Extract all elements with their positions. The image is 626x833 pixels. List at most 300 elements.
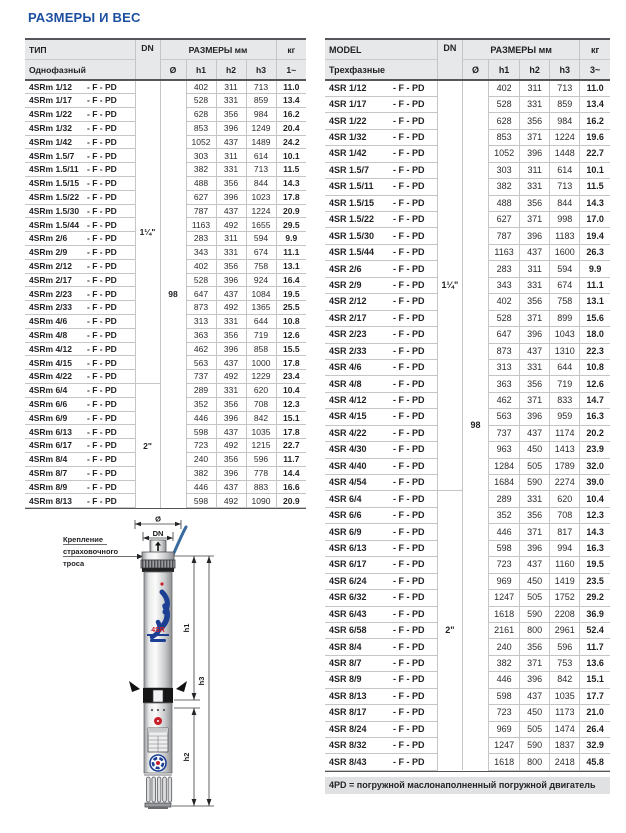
h3-cell: 644 xyxy=(550,359,580,375)
callout-line2: страховочного xyxy=(63,547,119,556)
model-mark-4sr: 4SR xyxy=(151,627,165,634)
h2-cell: 331 xyxy=(520,359,550,375)
h2-cell: 311 xyxy=(216,149,246,163)
h3-cell: 674 xyxy=(246,246,276,260)
col-sizes: РАЗМЕРЫ мм xyxy=(160,40,276,60)
weight-cell: 16.2 xyxy=(580,113,610,129)
h3-cell: 1600 xyxy=(550,244,580,260)
model-cell: 4SR 6/4 - F - PD xyxy=(325,491,437,507)
h1-cell: 313 xyxy=(489,359,520,375)
model-cell: 4SRm 8/4 - F - PD xyxy=(25,453,135,467)
h1-cell: 488 xyxy=(489,195,520,211)
model-cell: 4SR 1.5/22 - F - PD xyxy=(325,212,437,228)
h1-cell: 737 xyxy=(489,425,520,441)
h1-cell: 528 xyxy=(489,96,520,112)
weight-cell: 9.9 xyxy=(276,232,306,246)
h2-cell: 437 xyxy=(520,425,550,441)
h2-cell: 356 xyxy=(520,113,550,129)
callout-line3: троса xyxy=(63,559,85,568)
weight-cell: 24.2 xyxy=(276,135,306,149)
dim-h3-label: h3 xyxy=(197,676,206,686)
weight-cell: 11.5 xyxy=(276,163,306,177)
h3-cell: 1489 xyxy=(246,135,276,149)
weight-cell: 23.5 xyxy=(580,573,610,589)
dim-h2-label: h2 xyxy=(182,752,191,762)
weight-cell: 21.0 xyxy=(580,705,610,721)
model-cell: 4SRm 1.5/11 - F - PD xyxy=(25,163,135,177)
h3-cell: 1183 xyxy=(550,228,580,244)
model-cell: 4SR 2/9 - F - PD xyxy=(325,277,437,293)
model-cell: 4SR 1.5/44 - F - PD xyxy=(325,244,437,260)
h1-cell: 723 xyxy=(489,557,520,573)
model-cell: 4SR 1/22 - F - PD xyxy=(325,113,437,129)
h2-cell: 437 xyxy=(216,204,246,218)
h2-cell: 331 xyxy=(216,315,246,329)
model-cell: 4SR 6/6 - F - PD xyxy=(325,507,437,523)
model-cell: 4SR 4/40 - F - PD xyxy=(325,458,437,474)
h2-cell: 331 xyxy=(216,94,246,108)
table-row xyxy=(325,80,610,96)
model-cell: 4SR 1.5/11 - F - PD xyxy=(325,179,437,195)
h1-cell: 462 xyxy=(489,392,520,408)
h2-cell: 331 xyxy=(520,491,550,507)
h3-cell: 1090 xyxy=(246,494,276,508)
model-cell: 4SR 6/17 - F - PD xyxy=(325,557,437,573)
h1-cell: 628 xyxy=(489,113,520,129)
model-cell: 4SRm 1/42 - F - PD xyxy=(25,135,135,149)
h2-cell: 311 xyxy=(216,232,246,246)
h3-cell: 778 xyxy=(246,466,276,480)
h3-cell: 596 xyxy=(550,639,580,655)
h3-cell: 1023 xyxy=(246,190,276,204)
h2-cell: 396 xyxy=(520,409,550,425)
h1-cell: 382 xyxy=(186,466,216,480)
col-kg: кг xyxy=(580,40,610,60)
h2-cell: 492 xyxy=(216,494,246,508)
weight-cell: 29.5 xyxy=(276,218,306,232)
pump-knurled-ring xyxy=(141,560,175,568)
h2-cell: 311 xyxy=(520,162,550,178)
h2-cell: 590 xyxy=(520,475,550,491)
dn-cell: 1¼" xyxy=(437,80,462,491)
h1-cell: 647 xyxy=(186,287,216,301)
h1-cell: 969 xyxy=(489,721,520,737)
h3-cell: 984 xyxy=(246,108,276,122)
h2-cell: 800 xyxy=(520,754,550,770)
h3-cell: 620 xyxy=(246,384,276,398)
h3-cell: 1310 xyxy=(550,343,580,359)
h1-cell: 873 xyxy=(186,301,216,315)
h3-cell: 594 xyxy=(246,232,276,246)
h3-cell: 1160 xyxy=(550,557,580,573)
weight-cell: 17.8 xyxy=(276,190,306,204)
h2-cell: 311 xyxy=(520,80,550,96)
weight-cell: 15.6 xyxy=(580,310,610,326)
col-phase-name: Однофазный xyxy=(25,60,135,81)
h1-cell: 598 xyxy=(186,494,216,508)
h2-cell: 371 xyxy=(520,212,550,228)
h3-cell: 1229 xyxy=(246,370,276,384)
h1-cell: 969 xyxy=(489,573,520,589)
h3-cell: 758 xyxy=(246,259,276,273)
model-cell: 4SR 6/9 - F - PD xyxy=(325,524,437,540)
h1-cell: 402 xyxy=(489,80,520,96)
h3-cell: 1413 xyxy=(550,442,580,458)
red-dot xyxy=(160,582,163,585)
three-phase-table xyxy=(325,38,610,772)
model-cell: 4SRm 1.5/44 - F - PD xyxy=(25,218,135,232)
h1-cell: 363 xyxy=(489,376,520,392)
weight-cell: 13.1 xyxy=(276,259,306,273)
h1-cell: 402 xyxy=(489,294,520,310)
weight-cell: 10.1 xyxy=(276,149,306,163)
model-cell: 4SR 4/12 - F - PD xyxy=(325,392,437,408)
model-cell: 4SRm 6/6 - F - PD xyxy=(25,397,135,411)
weight-cell: 20.2 xyxy=(580,425,610,441)
h1-cell: 240 xyxy=(186,453,216,467)
weight-cell: 39.0 xyxy=(580,475,610,491)
h3-cell: 844 xyxy=(246,177,276,191)
weight-cell: 16.4 xyxy=(276,273,306,287)
model-cell: 4SRm 1/22 - F - PD xyxy=(25,108,135,122)
weight-cell: 19.5 xyxy=(276,287,306,301)
weight-cell: 23.4 xyxy=(276,370,306,384)
brand-bar xyxy=(147,634,169,636)
h3-cell: 713 xyxy=(550,179,580,195)
h1-cell: 627 xyxy=(186,190,216,204)
weight-cell: 19.5 xyxy=(580,557,610,573)
weight-cell: 29.2 xyxy=(580,590,610,606)
h1-cell: 528 xyxy=(186,273,216,287)
model-cell: 4SR 4/15 - F - PD xyxy=(325,409,437,425)
h2-cell: 437 xyxy=(216,480,246,494)
h3-cell: 883 xyxy=(246,480,276,494)
h2-cell: 371 xyxy=(520,524,550,540)
model-cell: 4SR 1.5/7 - F - PD xyxy=(325,162,437,178)
model-cell: 4SRm 2/6 - F - PD xyxy=(25,232,135,246)
col-h3: h3 xyxy=(246,60,276,81)
h1-cell: 289 xyxy=(186,384,216,398)
h1-cell: 563 xyxy=(186,356,216,370)
h2-cell: 331 xyxy=(216,163,246,177)
diameter-cell: 98 xyxy=(160,80,186,508)
h3-cell: 859 xyxy=(246,94,276,108)
h2-cell: 505 xyxy=(520,590,550,606)
h3-cell: 2418 xyxy=(550,754,580,770)
h2-cell: 492 xyxy=(216,439,246,453)
weight-cell: 16.3 xyxy=(580,409,610,425)
h1-cell: 462 xyxy=(186,342,216,356)
h3-cell: 1043 xyxy=(550,327,580,343)
col-kg: кг xyxy=(276,40,306,60)
weight-cell: 12.6 xyxy=(580,376,610,392)
h1-cell: 853 xyxy=(489,129,520,145)
h3-cell: 1224 xyxy=(550,129,580,145)
h1-cell: 488 xyxy=(186,177,216,191)
h3-cell: 899 xyxy=(550,310,580,326)
model-cell: 4SR 1.5/30 - F - PD xyxy=(325,228,437,244)
model-cell: 4SRm 6/13 - F - PD xyxy=(25,425,135,439)
weight-cell: 11.0 xyxy=(580,80,610,96)
model-cell: 4SRm 1.5/15 - F - PD xyxy=(25,177,135,191)
model-cell: 4SRm 1.5/30 - F - PD xyxy=(25,204,135,218)
table-header xyxy=(25,40,306,80)
h1-cell: 2161 xyxy=(489,622,520,638)
weight-cell: 10.8 xyxy=(276,315,306,329)
weight-cell: 14.7 xyxy=(580,392,610,408)
h1-cell: 446 xyxy=(489,672,520,688)
h2-cell: 396 xyxy=(216,411,246,425)
model-cell: 4SRm 1/12 - F - PD xyxy=(25,80,135,94)
h3-cell: 674 xyxy=(550,277,580,293)
h2-cell: 396 xyxy=(520,327,550,343)
weight-cell: 13.1 xyxy=(580,294,610,310)
h3-cell: 2208 xyxy=(550,606,580,622)
h2-cell: 331 xyxy=(520,96,550,112)
h2-cell: 396 xyxy=(520,146,550,162)
h1-cell: 363 xyxy=(186,328,216,342)
model-cell: 4SRm 6/17 - F - PD xyxy=(25,439,135,453)
h2-cell: 396 xyxy=(216,342,246,356)
h2-cell: 396 xyxy=(216,466,246,480)
h2-cell: 396 xyxy=(520,228,550,244)
weight-cell: 32.0 xyxy=(580,458,610,474)
h3-cell: 614 xyxy=(550,162,580,178)
h3-cell: 708 xyxy=(550,507,580,523)
weight-cell: 14.3 xyxy=(580,195,610,211)
weight-cell: 16.6 xyxy=(276,480,306,494)
h1-cell: 1618 xyxy=(489,606,520,622)
h3-cell: 1419 xyxy=(550,573,580,589)
h2-cell: 396 xyxy=(216,190,246,204)
h2-cell: 356 xyxy=(520,294,550,310)
weight-cell: 23.9 xyxy=(580,442,610,458)
weight-cell: 17.7 xyxy=(580,688,610,704)
h3-cell: 596 xyxy=(246,453,276,467)
weight-cell: 10.4 xyxy=(276,384,306,398)
h2-cell: 437 xyxy=(216,356,246,370)
h1-cell: 446 xyxy=(186,480,216,494)
model-cell: 4SR 6/43 - F - PD xyxy=(325,606,437,622)
col-h2: h2 xyxy=(520,60,550,81)
motor-red-badge-dot xyxy=(157,720,159,722)
h3-cell: 758 xyxy=(550,294,580,310)
h2-cell: 356 xyxy=(520,376,550,392)
h3-cell: 1448 xyxy=(550,146,580,162)
h3-cell: 998 xyxy=(550,212,580,228)
h2-cell: 437 xyxy=(520,688,550,704)
callout-line1: Крепление xyxy=(63,535,104,544)
h2-cell: 492 xyxy=(216,218,246,232)
h3-cell: 842 xyxy=(550,672,580,688)
h3-cell: 719 xyxy=(550,376,580,392)
h3-cell: 713 xyxy=(246,163,276,177)
h2-cell: 311 xyxy=(216,80,246,94)
h3-cell: 1789 xyxy=(550,458,580,474)
h3-cell: 1474 xyxy=(550,721,580,737)
model-cell: 4SRm 8/7 - F - PD xyxy=(25,466,135,480)
h3-cell: 594 xyxy=(550,261,580,277)
weight-cell: 16.2 xyxy=(276,108,306,122)
coupling-window xyxy=(153,690,163,702)
weight-cell: 13.4 xyxy=(580,96,610,112)
h2-cell: 371 xyxy=(520,392,550,408)
h1-cell: 627 xyxy=(489,212,520,228)
model-cell: 4SRm 4/15 - F - PD xyxy=(25,356,135,370)
weight-cell: 10.4 xyxy=(580,491,610,507)
h1-cell: 647 xyxy=(489,327,520,343)
h3-cell: 713 xyxy=(246,80,276,94)
model-cell: 4SR 6/58 - F - PD xyxy=(325,622,437,638)
h3-cell: 1837 xyxy=(550,738,580,754)
weight-cell: 22.7 xyxy=(580,146,610,162)
h2-cell: 356 xyxy=(520,639,550,655)
weight-cell: 15.5 xyxy=(276,342,306,356)
weight-cell: 11.5 xyxy=(580,179,610,195)
h1-cell: 303 xyxy=(489,162,520,178)
weight-cell: 11.1 xyxy=(580,277,610,293)
h3-cell: 753 xyxy=(550,655,580,671)
model-cell: 4SRm 2/12 - F - PD xyxy=(25,259,135,273)
dim-h3 xyxy=(197,556,211,806)
h2-cell: 590 xyxy=(520,606,550,622)
dn-cell: 1¼" xyxy=(135,80,160,384)
col-dn: DN xyxy=(437,40,462,80)
h2-cell: 396 xyxy=(216,121,246,135)
h1-cell: 1684 xyxy=(489,475,520,491)
h1-cell: 528 xyxy=(186,94,216,108)
col-h3: h3 xyxy=(550,60,580,81)
weight-cell: 32.9 xyxy=(580,738,610,754)
dim-h1 xyxy=(182,556,196,700)
motor-bottom-rim xyxy=(148,807,168,809)
h1-cell: 787 xyxy=(489,228,520,244)
weight-cell: 15.1 xyxy=(580,672,610,688)
weight-cell: 22.7 xyxy=(276,439,306,453)
h2-cell: 356 xyxy=(216,397,246,411)
coupling-arrow-right-icon xyxy=(176,681,187,692)
h2-cell: 356 xyxy=(520,507,550,523)
h1-cell: 382 xyxy=(489,655,520,671)
weight-cell: 11.1 xyxy=(276,246,306,260)
weight-cell: 12.3 xyxy=(276,397,306,411)
h1-cell: 1247 xyxy=(489,738,520,754)
col-phase: 1~ xyxy=(276,60,306,81)
h1-cell: 598 xyxy=(186,425,216,439)
col-h1: h1 xyxy=(186,60,216,81)
h3-cell: 817 xyxy=(550,524,580,540)
h2-cell: 492 xyxy=(216,301,246,315)
dim-dn-label: DN xyxy=(152,529,164,538)
h1-cell: 963 xyxy=(489,442,520,458)
pump-seal-ring xyxy=(142,568,174,572)
h1-cell: 289 xyxy=(489,491,520,507)
motor-bottom-cap xyxy=(145,803,171,807)
model-cell: 4SR 4/54 - F - PD xyxy=(325,475,437,491)
h2-cell: 371 xyxy=(520,310,550,326)
col-phase-name: Трехфазные xyxy=(325,60,437,81)
weight-cell: 36.9 xyxy=(580,606,610,622)
model-cell: 4SRm 1/17 - F - PD xyxy=(25,94,135,108)
h2-cell: 356 xyxy=(520,195,550,211)
h3-cell: 1249 xyxy=(246,121,276,135)
h3-cell: 2274 xyxy=(550,475,580,491)
model-cell: 4SR 1.5/15 - F - PD xyxy=(325,195,437,211)
pump-diagram xyxy=(55,500,305,833)
h1-cell: 528 xyxy=(489,310,520,326)
model-cell: 4SR 8/9 - F - PD xyxy=(325,672,437,688)
dim-extension-lines xyxy=(172,556,214,806)
h3-cell: 1224 xyxy=(246,204,276,218)
h2-cell: 437 xyxy=(216,287,246,301)
motor-fins xyxy=(144,775,172,802)
h2-cell: 437 xyxy=(216,425,246,439)
h1-cell: 352 xyxy=(489,507,520,523)
coupling-arrow-left-icon xyxy=(129,681,140,692)
h3-cell: 620 xyxy=(550,491,580,507)
dim-h1-label: h1 xyxy=(182,623,191,633)
model-cell: 4SR 2/12 - F - PD xyxy=(325,294,437,310)
col-h1: h1 xyxy=(489,60,520,81)
model-cell: 4SR 8/24 - F - PD xyxy=(325,721,437,737)
h1-cell: 240 xyxy=(489,639,520,655)
h1-cell: 402 xyxy=(186,259,216,273)
h3-cell: 1000 xyxy=(246,356,276,370)
h3-cell: 614 xyxy=(246,149,276,163)
col-phase: 3~ xyxy=(580,60,610,81)
model-cell: 4SR 6/32 - F - PD xyxy=(325,590,437,606)
weight-cell: 10.8 xyxy=(580,359,610,375)
h2-cell: 437 xyxy=(520,244,550,260)
model-cell: 4SRm 4/22 - F - PD xyxy=(25,370,135,384)
h1-cell: 1163 xyxy=(489,244,520,260)
model-cell: 4SRm 4/6 - F - PD xyxy=(25,315,135,329)
h3-cell: 833 xyxy=(550,392,580,408)
h3-cell: 994 xyxy=(550,540,580,556)
weight-cell: 19.6 xyxy=(580,129,610,145)
weight-cell: 15.1 xyxy=(276,411,306,425)
weight-cell: 26.4 xyxy=(580,721,610,737)
h1-cell: 853 xyxy=(186,121,216,135)
h1-cell: 787 xyxy=(186,204,216,218)
h3-cell: 844 xyxy=(550,195,580,211)
h3-cell: 1215 xyxy=(246,439,276,453)
footnote: 4PD = погружной маслонаполненный погружной двигатель xyxy=(325,777,610,794)
weight-cell: 11.7 xyxy=(276,453,306,467)
h2-cell: 800 xyxy=(520,622,550,638)
h3-cell: 1084 xyxy=(246,287,276,301)
h1-cell: 313 xyxy=(186,315,216,329)
weight-cell: 22.3 xyxy=(580,343,610,359)
h1-cell: 303 xyxy=(186,149,216,163)
single-phase-table xyxy=(25,38,306,509)
weight-cell: 45.8 xyxy=(580,754,610,770)
dn-cell: 2" xyxy=(135,384,160,508)
model-cell: 4SRm 6/4 - F - PD xyxy=(25,384,135,398)
model-cell: 4SRm 4/12 - F - PD xyxy=(25,342,135,356)
h2-cell: 371 xyxy=(520,129,550,145)
h2-cell: 396 xyxy=(216,273,246,287)
model-cell: 4SR 8/13 - F - PD xyxy=(325,688,437,704)
h3-cell: 1173 xyxy=(550,705,580,721)
dim-diameter-label: Ø xyxy=(155,514,161,524)
weight-cell: 17.0 xyxy=(580,212,610,228)
h1-cell: 598 xyxy=(489,540,520,556)
weight-cell: 14.3 xyxy=(580,524,610,540)
model-cell: 4SR 8/4 - F - PD xyxy=(325,639,437,655)
model-cell: 4SR 8/32 - F - PD xyxy=(325,738,437,754)
dn-cell: 2" xyxy=(437,491,462,770)
